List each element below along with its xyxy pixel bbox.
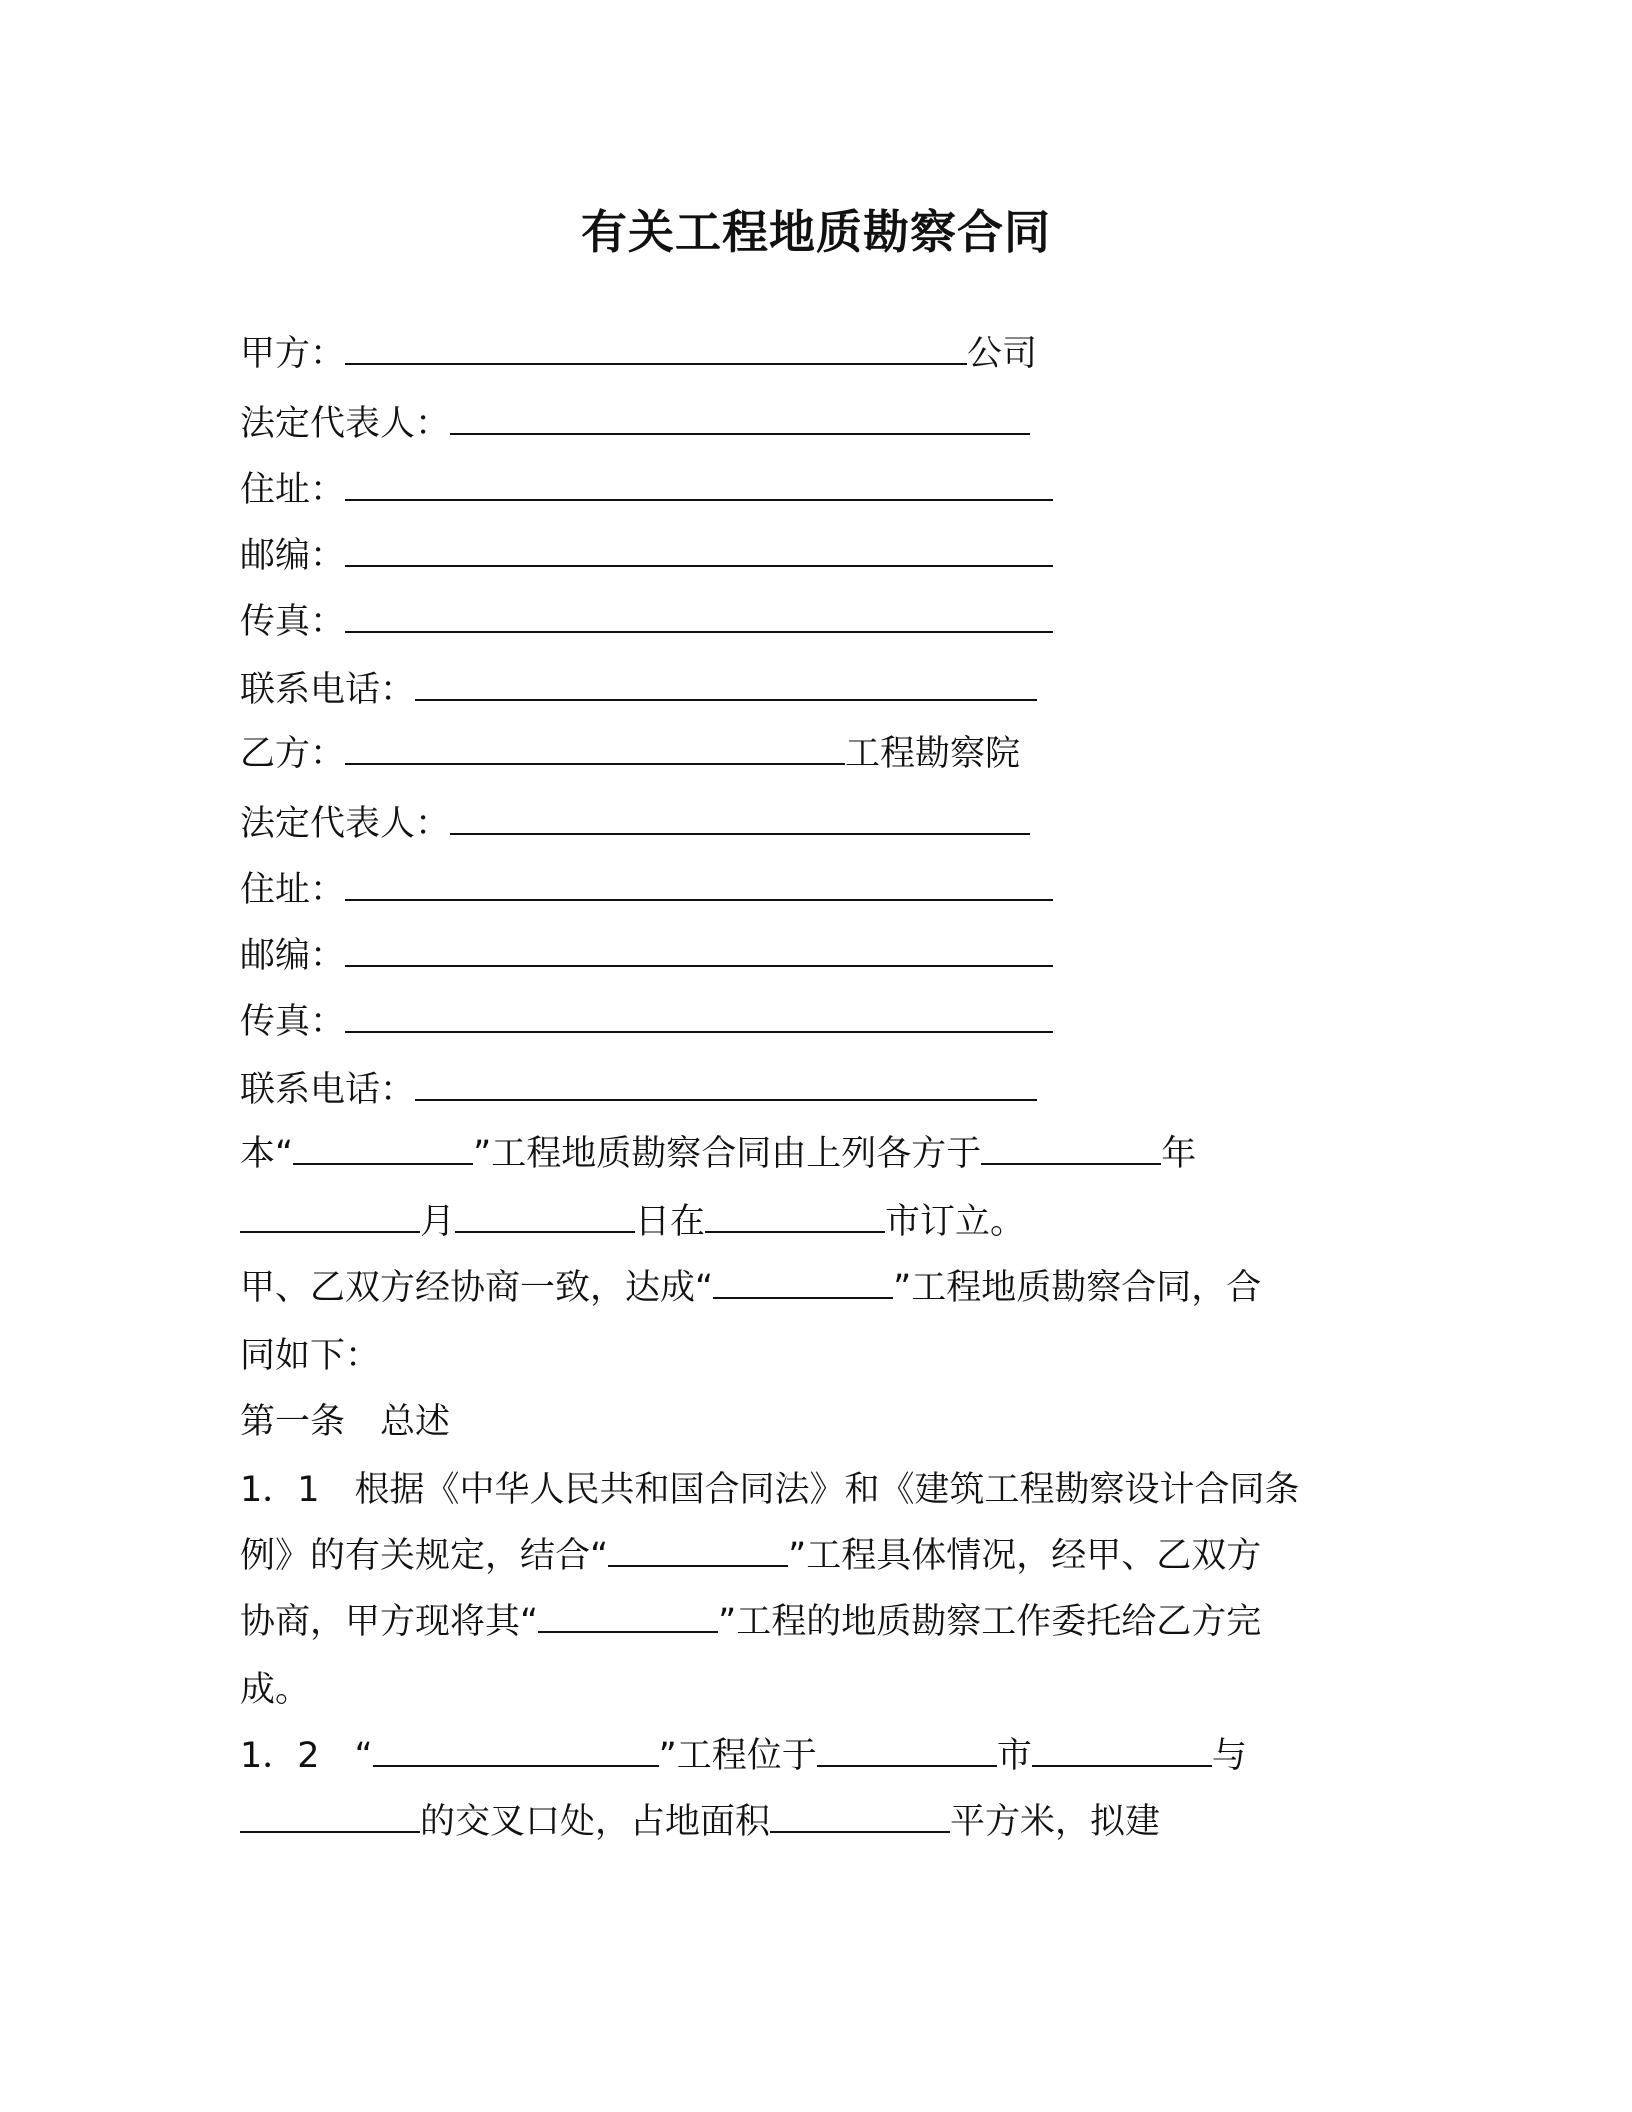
clause-1-2-line-1 (240, 1734, 1247, 1778)
clause-text: 平方米，拟建 (950, 1802, 1161, 1842)
party-b-fax-blank[interactable] (345, 1001, 1053, 1033)
party-b-postcode-label: 邮编： (240, 936, 346, 976)
party-a-fax-label: 传真： (240, 602, 346, 642)
clause-1-1-line-3 (240, 1600, 1261, 1644)
party-b-legal-rep-blank[interactable] (450, 803, 1030, 835)
party-a-fax-blank[interactable] (345, 601, 1053, 633)
clause-text: ”工程具体情况，经甲、乙双方 (788, 1536, 1262, 1576)
clause-1-1-line-1 (240, 1468, 1300, 1512)
intro-text: 年 (1161, 1134, 1197, 1174)
party-a-legal-rep-line (240, 402, 1030, 446)
clause-1-1-line-2 (240, 1534, 1261, 1578)
area-blank[interactable] (770, 1801, 950, 1833)
party-b-address-line (240, 868, 1053, 912)
party-a-address-label: 住址： (240, 470, 346, 510)
sign-year-blank[interactable] (981, 1133, 1161, 1165)
party-b-phone-line (240, 1068, 1037, 1112)
party-b-postcode-blank[interactable] (345, 935, 1053, 967)
party-b-address-blank[interactable] (345, 869, 1053, 901)
sign-month-blank[interactable] (240, 1201, 420, 1233)
project-name-blank[interactable] (713, 1267, 893, 1299)
project-name-blank[interactable] (608, 1535, 788, 1567)
party-b-label: 乙方： (240, 734, 346, 774)
party-b-address-label: 住址： (240, 870, 346, 910)
clause-text: 例》的有关规定，结合“ (240, 1536, 609, 1576)
project-name-blank[interactable] (538, 1601, 718, 1633)
intro-text: 甲、乙双方经协商一致，达成“ (240, 1268, 714, 1308)
intro-text: 月 (420, 1202, 456, 1242)
party-a-phone-line (240, 668, 1037, 712)
party-b-legal-rep-line (240, 802, 1030, 846)
party-b-line (240, 732, 1020, 776)
party-a-label: 甲方： (240, 334, 346, 374)
article-heading: 第一条 总述 (240, 1402, 451, 1442)
party-a-address-line (240, 468, 1053, 512)
party-b-name-blank[interactable] (345, 733, 845, 765)
party-b-postcode-line (240, 934, 1053, 978)
party-a-fax-line (240, 600, 1053, 644)
party-a-phone-label: 联系电话： (240, 670, 416, 710)
road-blank[interactable] (1032, 1735, 1212, 1767)
clause-text: 的交叉口处，占地面积 (420, 1802, 771, 1842)
clause-text: 成。 (240, 1670, 311, 1710)
party-a-address-blank[interactable] (345, 469, 1053, 501)
party-a-postcode-label: 邮编： (240, 536, 346, 576)
party-a-line (240, 332, 1037, 376)
party-b-legal-rep-label: 法定代表人： (240, 804, 451, 844)
party-b-fax-line (240, 1000, 1053, 1044)
party-a-postcode-line (240, 534, 1053, 578)
intro-line-4 (240, 1334, 380, 1378)
party-a-phone-blank[interactable] (415, 669, 1037, 701)
city-blank[interactable] (817, 1735, 997, 1767)
intro-line-3 (240, 1266, 1261, 1310)
intro-line-1 (240, 1132, 1196, 1176)
party-b-fax-label: 传真： (240, 1002, 346, 1042)
party-a-suffix: 公司 (967, 334, 1038, 374)
party-a-legal-rep-label: 法定代表人： (240, 404, 451, 444)
party-b-phone-label: 联系电话： (240, 1070, 416, 1110)
article-1-heading (240, 1400, 450, 1444)
project-name-blank[interactable] (373, 1735, 659, 1767)
clause-text: 协商，甲方现将其“ (240, 1602, 539, 1642)
road-blank[interactable] (240, 1801, 420, 1833)
clause-text: 市 (996, 1736, 1032, 1776)
sign-city-blank[interactable] (705, 1201, 885, 1233)
clause-text: 1．2 “ (240, 1736, 373, 1776)
clause-text: 与 (1211, 1736, 1247, 1776)
sign-day-blank[interactable] (455, 1201, 635, 1233)
clause-text: ”工程位于 (658, 1736, 817, 1776)
clause-text: ”工程的地质勘察工作委托给乙方完 (718, 1602, 1262, 1642)
intro-text: ”工程地质勘察合同由上列各方于 (473, 1134, 982, 1174)
clause-1-2-line-2 (240, 1800, 1160, 1844)
party-b-suffix: 工程勘察院 (845, 734, 1021, 774)
project-name-blank[interactable] (293, 1133, 473, 1165)
intro-line-2 (240, 1200, 1025, 1244)
party-a-postcode-blank[interactable] (345, 535, 1053, 567)
intro-text: 本“ (240, 1134, 294, 1174)
document-title: 有关工程地质勘察合同 (581, 205, 1051, 259)
clause-text: 1．1 根据《中华人民共和国合同法》和《建筑工程勘察设计合同条 (240, 1470, 1300, 1510)
party-b-phone-blank[interactable] (415, 1069, 1037, 1101)
party-a-legal-rep-blank[interactable] (450, 403, 1030, 435)
intro-text: 日在 (635, 1202, 706, 1242)
intro-text: 同如下： (240, 1336, 381, 1376)
clause-1-1-line-4 (240, 1668, 310, 1712)
party-a-name-blank[interactable] (345, 333, 967, 365)
intro-text: 市订立。 (885, 1202, 1026, 1242)
intro-text: ”工程地质勘察合同，合 (893, 1268, 1262, 1308)
